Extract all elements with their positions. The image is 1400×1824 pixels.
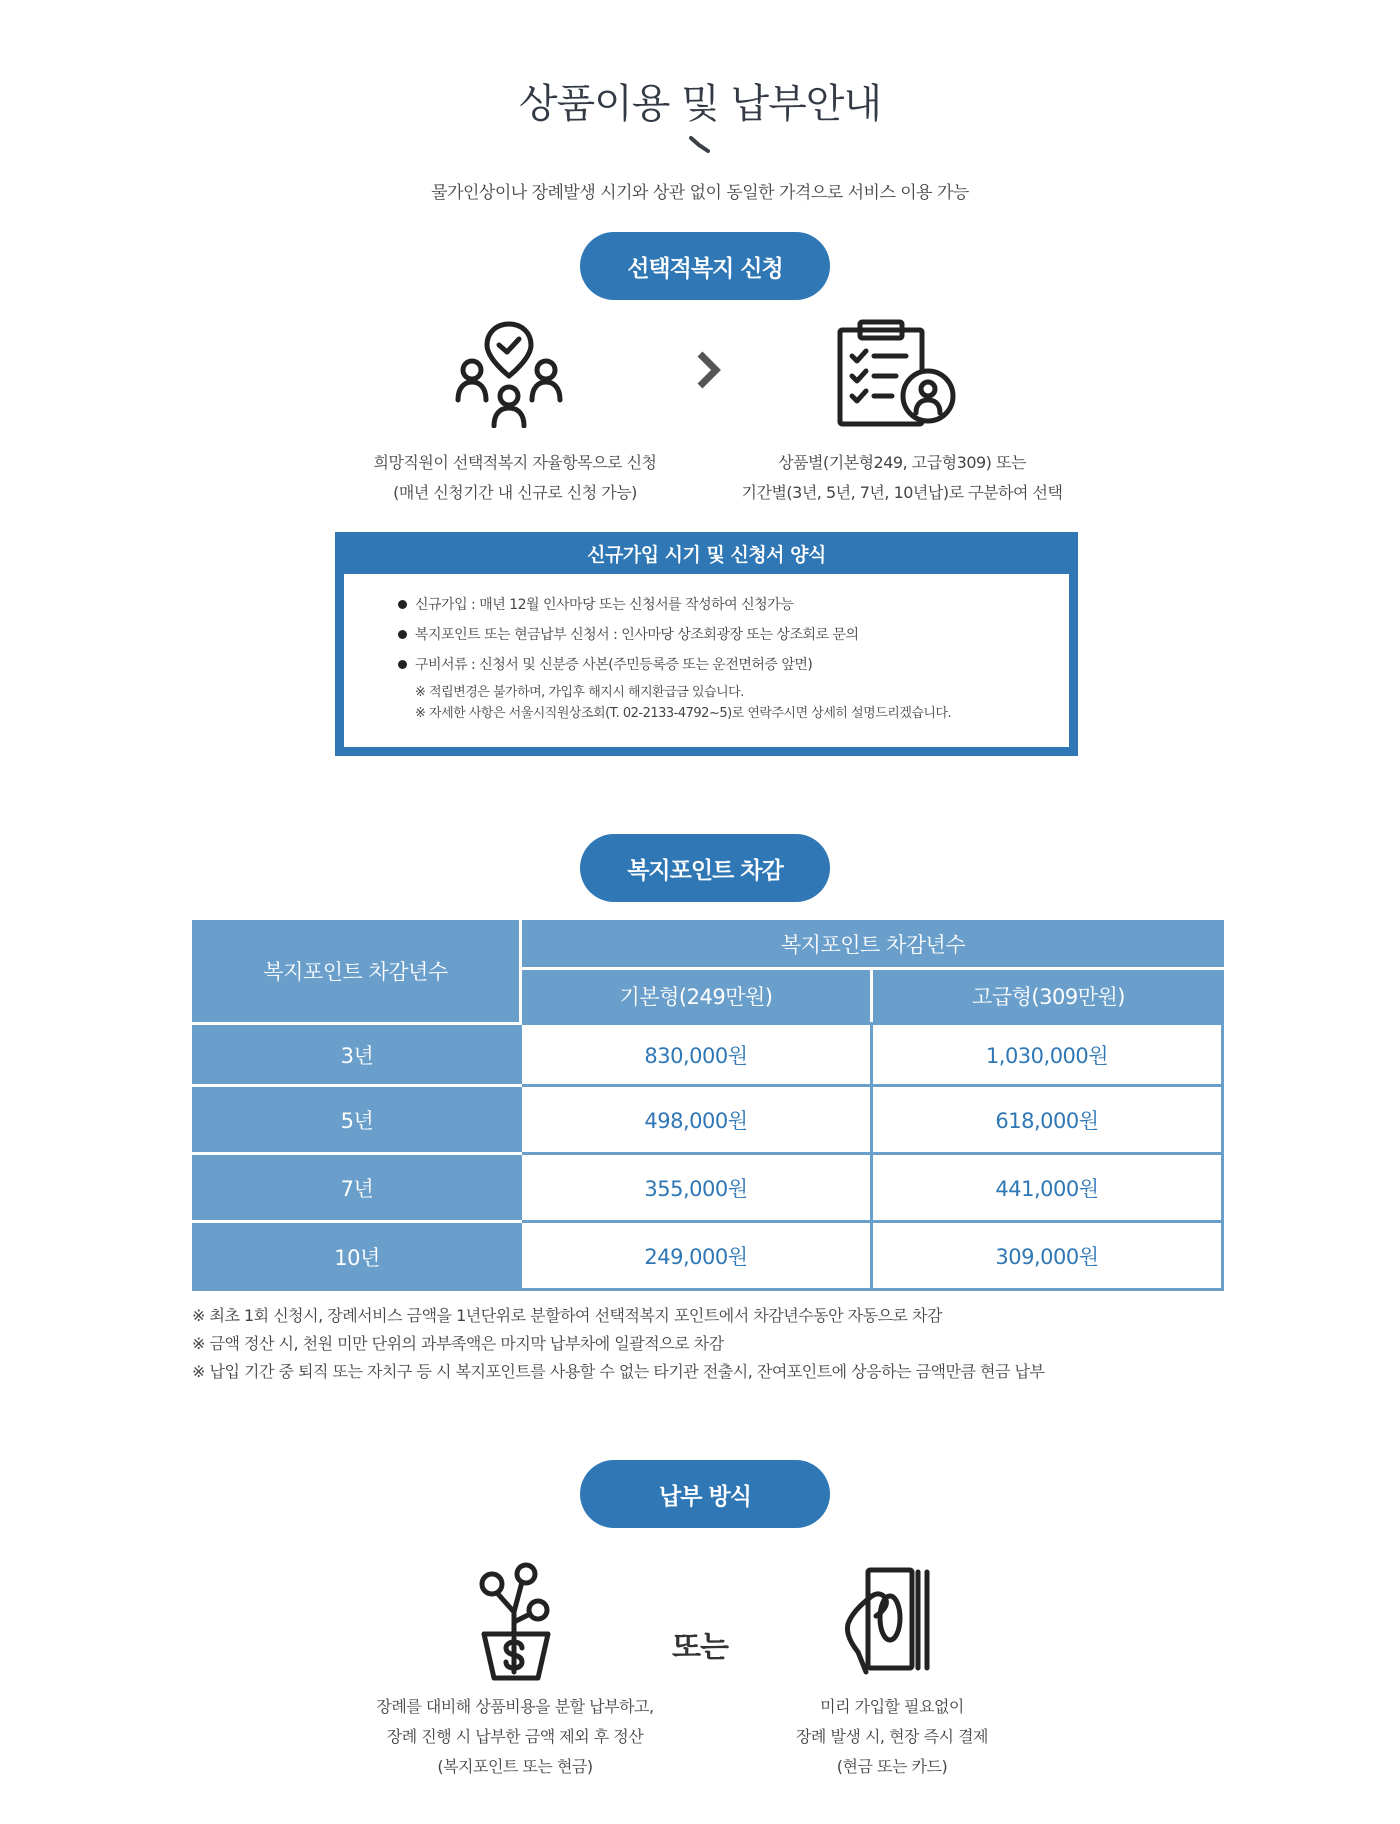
method2-line2: 장례 발생 시, 현장 즉시 결제 [795, 1727, 989, 1746]
deduction-note: ※ 금액 정산 시, 천원 미만 단위의 과부족액은 마지막 납부차에 일괄적으로 차감 [192, 1334, 724, 1353]
info-item: 복지포인트 또는 현금납부 신청서 : 인사마당 상조회광장 또는 상조회로 문의 [398, 620, 1069, 650]
point-deduction-table [192, 920, 1224, 1291]
row-label: 7년 [192, 1155, 522, 1223]
section-pill-welfare-application: 선택적복지 신청 [580, 232, 830, 300]
deduction-notes [192, 1302, 1292, 1386]
section-pill-point-deduction: 복지포인트 차감 [580, 834, 830, 902]
method1-line3: (복지포인트 또는 현금) [437, 1757, 593, 1776]
hand-cash-icon [842, 1566, 932, 1676]
info-box-content [344, 574, 1069, 747]
info-item: 신규가입 : 매년 12월 인사마당 또는 신청서를 작성하여 신청가능 [398, 590, 1069, 620]
step1-description [330, 448, 700, 508]
basic-amount: 830,000원 [522, 1022, 873, 1087]
group-check-icon [452, 318, 566, 428]
basic-amount: 249,000원 [522, 1223, 873, 1291]
deduction-note: ※ 납입 기간 중 퇴직 또는 자치구 등 시 복지포인트를 사용할 수 없는 타기관 전출시, 잔여포인트에 상응하는 금액만큼 현금 납부 [192, 1362, 1045, 1381]
step2-description [712, 448, 1092, 508]
table-row [192, 1155, 1224, 1223]
premium-amount: 618,000원 [873, 1087, 1224, 1155]
step2-line1: 상품별(기본형249, 고급형309) 또는 [778, 453, 1026, 472]
page-subtitle: 물가인상이나 장례발생 시기와 상관 없이 동일한 가격으로 서비스 이용 가능 [431, 183, 969, 203]
premium-amount: 441,000원 [873, 1155, 1224, 1223]
step1-line1: 희망직원이 선택적복지 자율항목으로 신청 [373, 453, 657, 472]
table-row [192, 1223, 1224, 1291]
title-accent-mark [688, 134, 710, 156]
bullet-icon [398, 600, 407, 609]
method2-line1: 미리 가입할 필요없이 [820, 1697, 964, 1716]
or-label: 또는 [672, 1630, 728, 1665]
basic-amount: 498,000원 [522, 1087, 873, 1155]
row-label: 10년 [192, 1223, 522, 1291]
method2-line3: (현금 또는 카드) [836, 1757, 948, 1776]
method1-description [330, 1692, 700, 1782]
method1-line1: 장례를 대비해 상품비용을 분할 납부하고, [376, 1697, 654, 1716]
bullet-icon [398, 660, 407, 669]
table-col-basic: 기본형(249만원) [522, 970, 873, 1022]
info-item: 구비서류 : 신청서 및 신분증 사본(주민등록증 또는 운전면허증 앞면) [398, 650, 1069, 680]
signup-info-box [335, 532, 1078, 756]
info-box-title: 신규가입 시기 및 신청서 양식 [587, 543, 826, 566]
table-row-header: 복지포인트 차감년수 [192, 920, 522, 1022]
bullet-icon [398, 630, 407, 639]
table-col-premium: 고급형(309만원) [873, 970, 1224, 1022]
row-label: 3년 [192, 1022, 522, 1087]
info-note: ※ 자세한 사항은 서울시직원상조회(T. 02-2133-4792~5)로 연락주시면 상세히 설명드리겠습니다. [415, 706, 952, 721]
page-title: 상품이용 및 납부안내 [518, 81, 882, 127]
premium-amount: 1,030,000원 [873, 1022, 1224, 1087]
row-label: 5년 [192, 1087, 522, 1155]
section-pill-payment-method: 납부 방식 [580, 1460, 830, 1528]
basic-amount: 355,000원 [522, 1155, 873, 1223]
clipboard-user-icon [836, 318, 958, 428]
premium-amount: 309,000원 [873, 1223, 1224, 1291]
table-row [192, 1087, 1224, 1155]
step2-line2: 기간별(3년, 5년, 7년, 10년납)로 구분하여 선택 [741, 483, 1063, 502]
chevron-right-icon [696, 350, 722, 400]
deduction-note: ※ 최초 1회 신청시, 장례서비스 금액을 1년단위로 분할하여 선택적복지 포인트에서 차감년수동안 자동으로 차감 [192, 1306, 942, 1325]
method1-line2: 장례 진행 시 납부한 금액 제외 후 정산 [386, 1727, 644, 1746]
method2-description [732, 1692, 1052, 1782]
table-row [192, 1022, 1224, 1087]
money-plant-icon [478, 1562, 558, 1682]
step1-line2: (매년 신청기간 내 신규로 신청 가능) [393, 483, 637, 502]
table-group-header: 복지포인트 차감년수 [522, 920, 1224, 970]
info-note: ※ 적립변경은 불가하며, 가입후 해지시 해지환급금 있습니다. [415, 685, 744, 700]
